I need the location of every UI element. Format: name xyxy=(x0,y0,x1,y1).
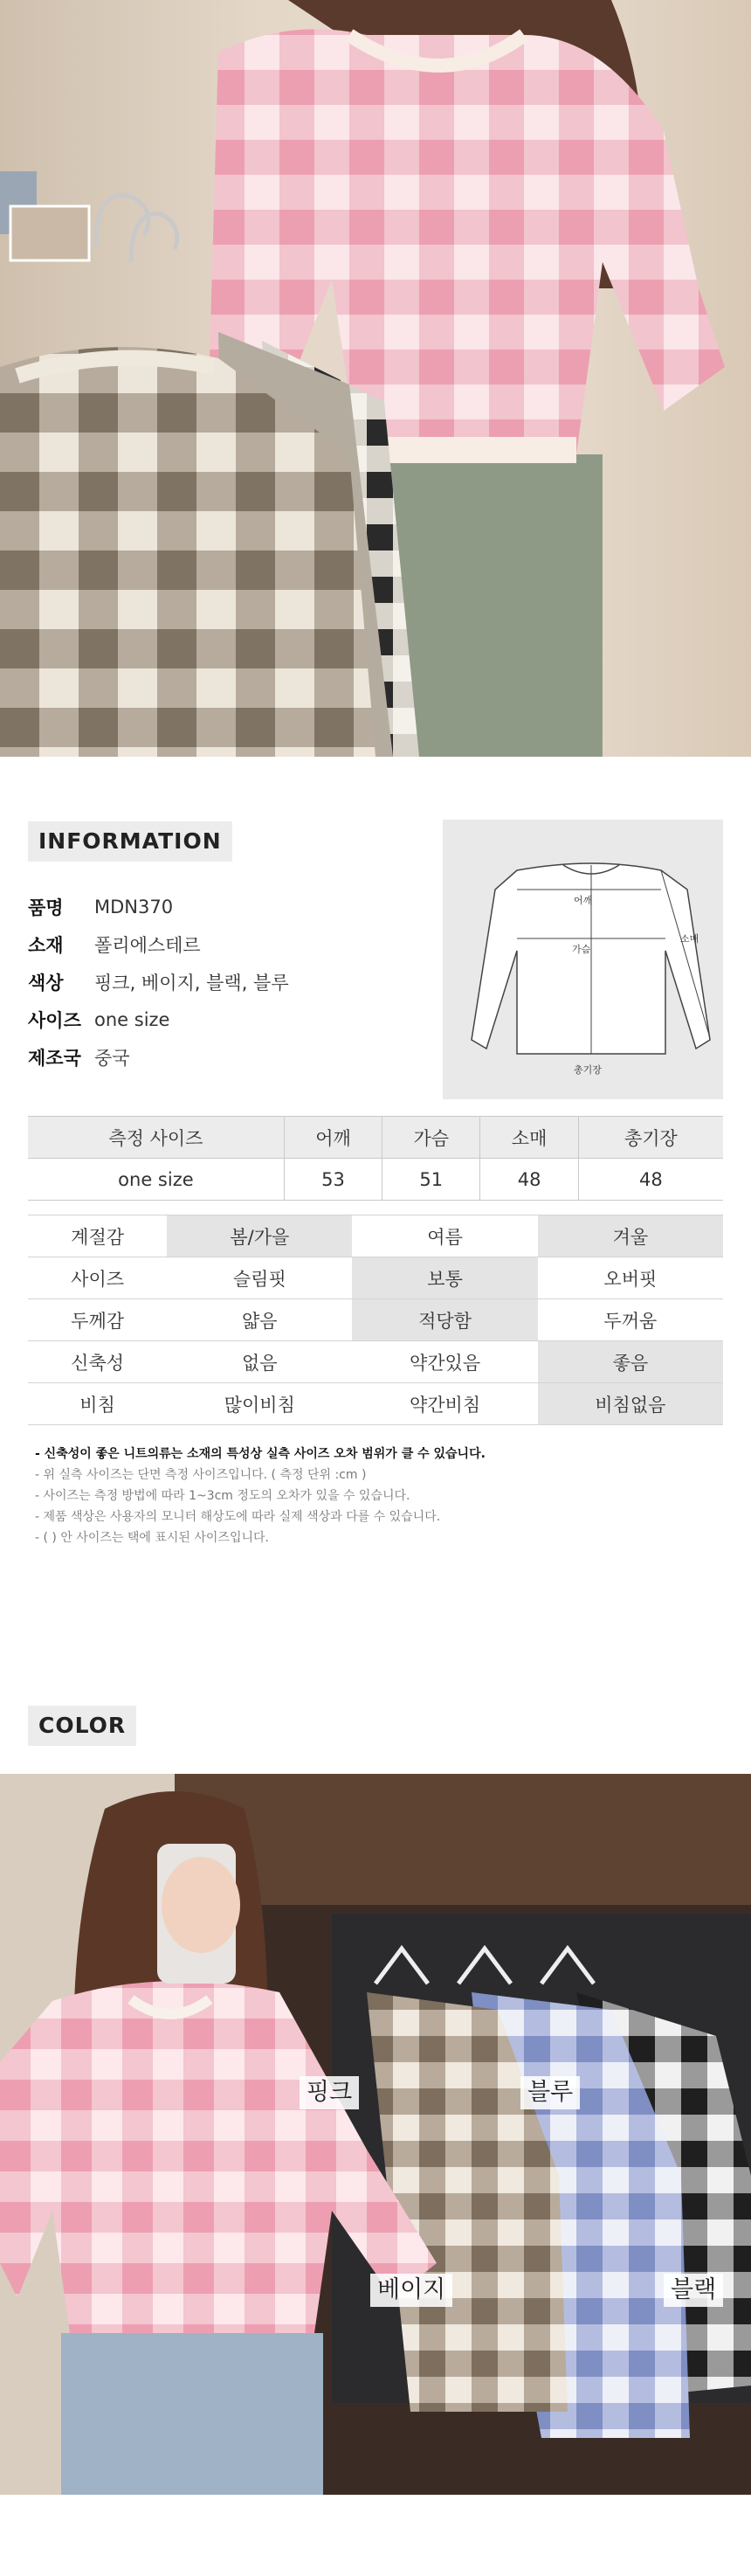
color-tag-beige: 베이지 xyxy=(370,2274,452,2307)
color-heading: COLOR xyxy=(28,1706,136,1746)
size-header-cell: 측정 사이즈 xyxy=(28,1117,284,1159)
property-option: 겨울 xyxy=(538,1215,723,1257)
property-table xyxy=(28,1215,723,1425)
property-name: 비침 xyxy=(28,1383,167,1425)
property-option: 여름 xyxy=(352,1215,537,1257)
property-option: 적당함 xyxy=(352,1299,537,1341)
measurement-diagram xyxy=(443,820,723,1099)
property-row xyxy=(28,1257,723,1299)
property-option: 보통 xyxy=(352,1257,537,1299)
size-cell: 53 xyxy=(284,1159,382,1201)
note-line: - ( ) 안 사이즈는 택에 표시된 사이즈입니다. xyxy=(35,1531,269,1545)
spec-value: 중국 xyxy=(94,1047,130,1069)
property-row xyxy=(28,1299,723,1341)
property-row xyxy=(28,1341,723,1383)
length-label: 총기장 xyxy=(574,1064,602,1076)
property-option: 얇음 xyxy=(167,1299,352,1341)
note-line: - 제품 색상은 사용자의 모니터 해상도에 따라 실제 색상과 다를 수 있습니다. xyxy=(35,1510,441,1524)
note-line: - 사이즈는 측정 방법에 따라 1~3cm 정도의 오차가 있을 수 있습니다. xyxy=(35,1489,410,1503)
color-variants-photo xyxy=(0,1774,751,2495)
color-tag-pink: 핑크 xyxy=(300,2076,359,2109)
spec-value: 폴리에스테르 xyxy=(94,934,201,956)
spec-key: 품명 xyxy=(28,897,64,918)
size-header-cell: 소매 xyxy=(480,1117,578,1159)
spec-value: 핑크, 베이지, 블랙, 블루 xyxy=(94,972,289,994)
property-row xyxy=(28,1383,723,1425)
property-name: 계절감 xyxy=(28,1215,167,1257)
property-option: 약간비침 xyxy=(352,1383,537,1425)
chest-label: 가슴 xyxy=(572,944,591,955)
color-tag-blue: 블루 xyxy=(520,2076,580,2109)
property-option: 슬림핏 xyxy=(167,1257,352,1299)
property-option: 두꺼움 xyxy=(538,1299,723,1341)
note-line: - 위 실측 사이즈는 단면 측정 사이즈입니다. ( 측정 단위 :cm ) xyxy=(35,1468,367,1482)
spec-key: 소재 xyxy=(28,934,64,956)
spec-row-color xyxy=(28,963,412,1001)
property-option: 없음 xyxy=(167,1341,352,1383)
spec-row-name xyxy=(28,888,412,925)
property-option: 좋음 xyxy=(538,1341,723,1383)
spec-key: 사이즈 xyxy=(28,1009,81,1031)
hero-illustration xyxy=(0,0,751,757)
color-tag-black: 블랙 xyxy=(664,2274,723,2307)
spec-value: one size xyxy=(94,1008,170,1030)
size-header-cell: 총기장 xyxy=(578,1117,723,1159)
property-name: 두께감 xyxy=(28,1299,167,1341)
property-option: 비침없음 xyxy=(538,1383,723,1425)
property-option: 많이비침 xyxy=(167,1383,352,1425)
property-option: 오버핏 xyxy=(538,1257,723,1299)
spec-list xyxy=(28,888,412,1076)
hero-product-photo xyxy=(0,0,751,757)
color-variants-illustration xyxy=(0,1774,751,2495)
information-heading: INFORMATION xyxy=(28,821,232,862)
size-header-cell: 어깨 xyxy=(284,1117,382,1159)
size-cell: 51 xyxy=(382,1159,480,1201)
property-option: 봄/가을 xyxy=(167,1215,352,1257)
property-name: 사이즈 xyxy=(28,1257,167,1299)
property-name: 신축성 xyxy=(28,1341,167,1383)
size-header-cell: 가슴 xyxy=(382,1117,480,1159)
table-row xyxy=(28,1159,723,1201)
size-table xyxy=(28,1116,723,1201)
size-notes xyxy=(35,1444,716,1548)
note-line: - 신축성이 좋은 니트의류는 소재의 특성상 실측 사이즈 오차 범위가 클 수 있습니다. xyxy=(35,1447,486,1461)
size-cell: one size xyxy=(28,1159,284,1201)
size-table-header xyxy=(28,1117,723,1159)
sleeve-label: 소매 xyxy=(680,933,699,945)
spec-row-size xyxy=(28,1001,412,1038)
spec-key: 제조국 xyxy=(28,1047,81,1069)
size-cell: 48 xyxy=(480,1159,578,1201)
property-row xyxy=(28,1215,723,1257)
sweater-outline-icon xyxy=(443,820,723,1099)
spec-row-origin xyxy=(28,1038,412,1076)
size-cell: 48 xyxy=(578,1159,723,1201)
spec-value: MDN370 xyxy=(94,896,174,918)
spec-row-material xyxy=(28,925,412,963)
spec-key: 색상 xyxy=(28,972,64,994)
shoulder-label: 어깨 xyxy=(574,895,593,906)
property-option: 약간있음 xyxy=(352,1341,537,1383)
